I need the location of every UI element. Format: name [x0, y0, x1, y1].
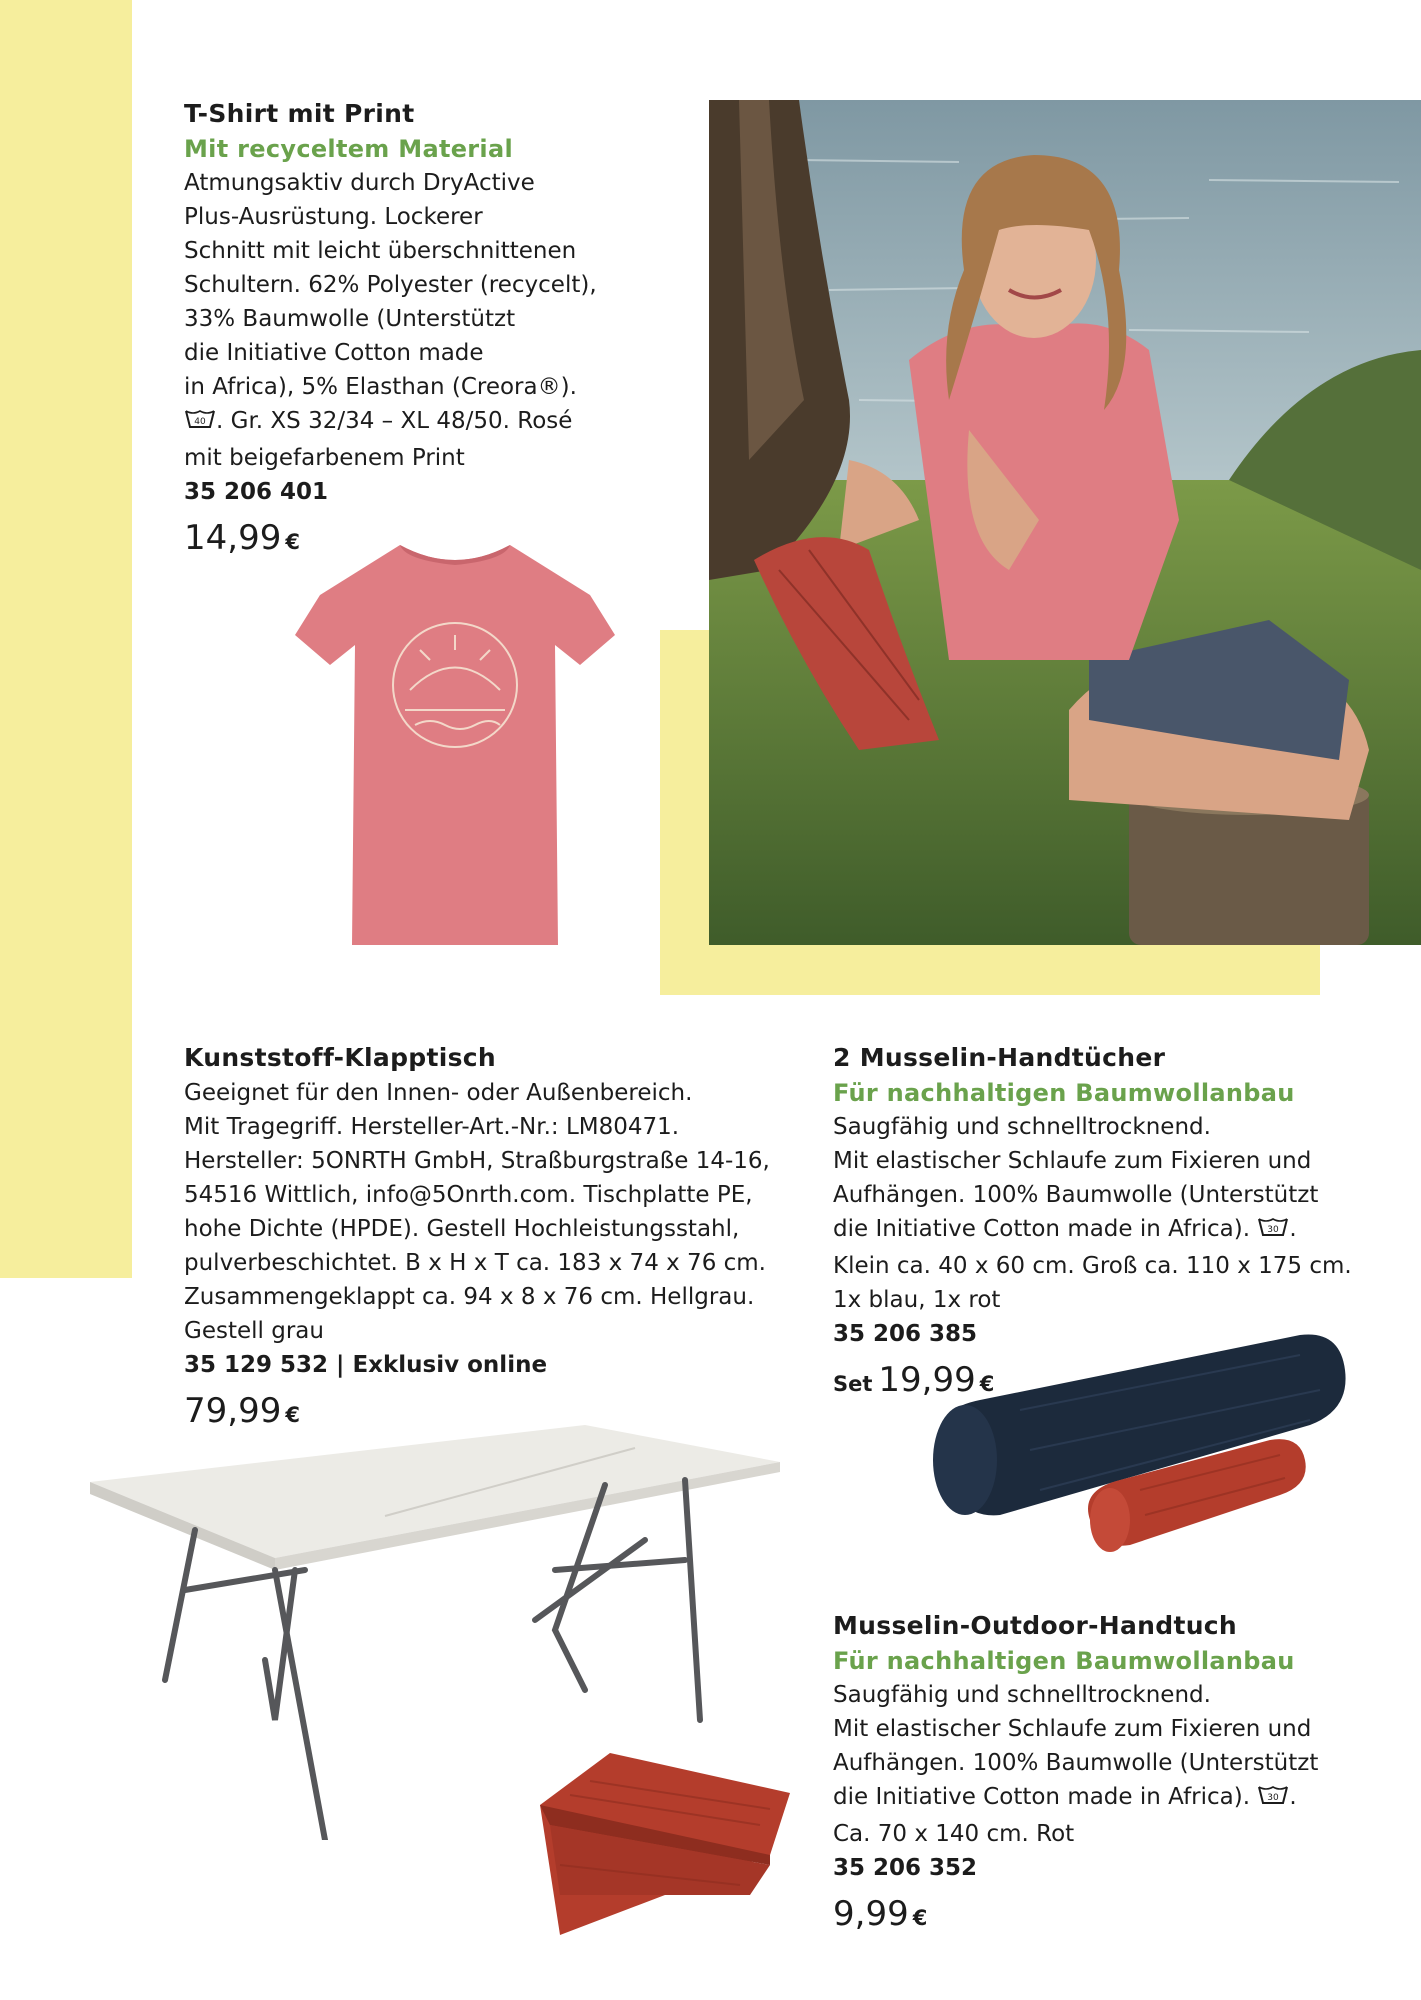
tshirt-article-number: 35 206 401 [184, 479, 329, 505]
tshirt-product-block [184, 96, 604, 565]
tshirt-description: Atmungsaktiv durch DryActive Plus-Ausrüstung. Lockerer Schnitt mit leicht überschnittenen Schultern. 62% Polyester (recycelt), 33% Baumwolle (Unterstützt die Initiative Cotton made in Africa), 5% Elasthan (Creora®). [184, 170, 597, 400]
outdoor-article-number: 35 206 352 [833, 1855, 978, 1881]
outdoor-description: Saugfähig und schnelltrocknend. Mit elastischer Schlaufe zum Fixieren und Aufhängen. 100% Baumwolle (Unterstützt [833, 1682, 1319, 1776]
wash-40-icon [184, 407, 216, 441]
svg-text:30: 30 [1267, 1793, 1280, 1803]
outdoor-description-care: die Initiative Cotton made in Africa). 30 . [833, 1780, 1393, 1817]
tshirt-title: T-Shirt mit Print [184, 99, 415, 128]
outdoor-title: Musselin-Outdoor-Handtuch [833, 1611, 1238, 1640]
towels-subtitle: Für nachhaltigen Baumwollanbau [833, 1079, 1295, 1107]
table-article-number: 35 129 532 | Exklusiv online [184, 1352, 548, 1378]
tshirt-image [290, 535, 620, 955]
table-product-block [184, 1040, 804, 1438]
decorative-yellow-strip [0, 0, 132, 1278]
tshirt-subtitle: Mit recyceltem Material [184, 135, 513, 163]
outdoor-size: Ca. 70 x 140 cm. Rot [833, 1821, 1075, 1847]
svg-text:40: 40 [194, 417, 206, 427]
tshirt-color: mit beigefarbenem Print [184, 445, 465, 471]
svg-text:30: 30 [1267, 1225, 1280, 1235]
towels-description: Saugfähig und schnelltrocknend. Mit elastischer Schlaufe zum Fixieren und Aufhängen. 100% Baumwolle (Unterstützt [833, 1114, 1319, 1208]
towels-sizes: Klein ca. 40 x 60 cm. Groß ca. 110 x 175 cm. 1x blau, 1x rot [833, 1253, 1352, 1313]
towels-article-number: 35 206 385 [833, 1321, 978, 1347]
wash-30-icon [1257, 1783, 1289, 1817]
towels-description-care: die Initiative Cotton made in Africa). 30 . [833, 1212, 1393, 1249]
table-description: Geeignet für den Innen- oder Außenbereich. Mit Tragegriff. Hersteller-Art.-Nr.: LM80471. Hersteller: 5ONRTH GmbH, Straßburgstraße 14-16, 54516 Wittlich, info@5Onrth.com. Tischplatte PE, hohe Dichte (HPDE). Gestell Hochleistungsstahl, pulverbeschichtet. B x H x T ca. 183 x 74 x 76 cm. Zusammengeklappt ca. 94 x 8 x 76 cm. Hellgrau. Gestell grau [184, 1080, 770, 1344]
red-towel-folded-image [500, 1745, 800, 1945]
lifestyle-photo [709, 100, 1421, 945]
towels-title: 2 Musselin-Handtücher [833, 1043, 1166, 1072]
table-price: 79,99 € [184, 1391, 300, 1431]
wash-30-icon [1257, 1215, 1289, 1249]
tshirt-price: 14,99 € [184, 518, 300, 558]
outdoor-price: 9,99 € [833, 1894, 928, 1934]
outdoor-towel-product-block [833, 1608, 1393, 1941]
tshirt-size-line: 40 . Gr. XS 32/34 – XL 48/50. Rosé [184, 404, 604, 441]
towels-price: Set 19,99 € [833, 1360, 995, 1400]
outdoor-subtitle: Für nachhaltigen Baumwollanbau [833, 1647, 1295, 1675]
towel-rolls-image [920, 1330, 1350, 1580]
table-title: Kunststoff-Klapptisch [184, 1043, 496, 1072]
